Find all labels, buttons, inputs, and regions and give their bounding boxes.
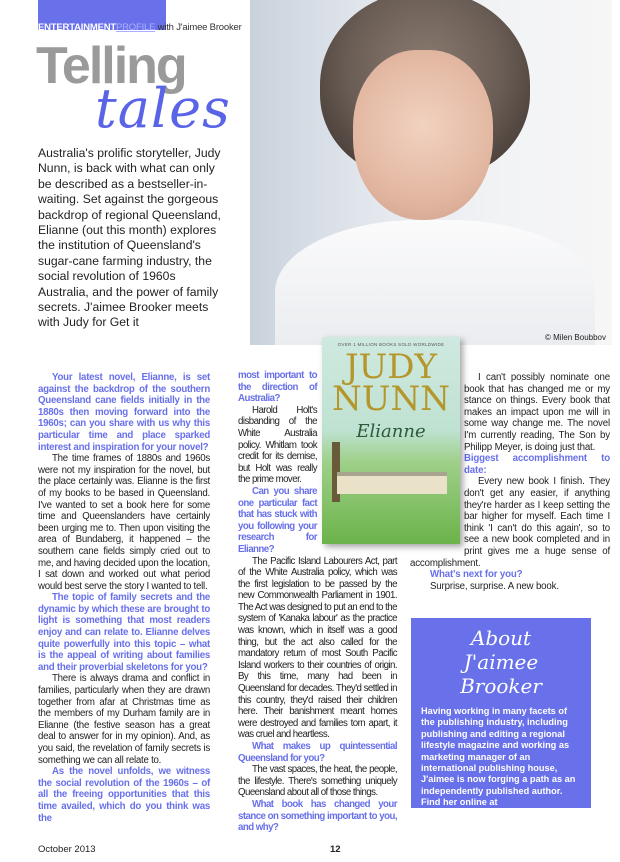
about-heading-line2: J'aimee Brooker [460, 650, 542, 698]
question: As the novel unfolds, we witness the social revolution of the 1960s – of all the freeing opportunities that this time availed, which do you think was the [38, 766, 210, 824]
answer: Harold Holt's disbanding of the White Australia policy. Whitlam took credit for its demise, but Holt was really the prime mover. [238, 404, 317, 486]
question: Can you share one particular fact that has stuck with you following your research for Elianne? [238, 485, 317, 555]
about-body: Having working in many facets of the publishing industry, including publishing and editing a regional lifestyle magazine and working as marketing manager of an international publishing house, J'aimee is now forging a path as an independently published author. Find her online at jaimeebrooker.com.au or on Twitter @jaimee_brooker [421, 706, 576, 831]
subsection-label: PROFILE [115, 22, 156, 33]
about-author-box [411, 618, 591, 831]
answer: The Pacific Island Labourers Act, part of the White Australia policy, which was the first legislation to be passed by the new Commonwealth Parliament in 1901. The Act was designed to put an end to the system of 'Kanaka labour' as the practice was known, which in itself was a good thing, but the act also called for the mandatory return of most South Pacific Island workers to their countries of origin. By this time, many had been in Queensland for decades. They'd settled in this country, they'd raised their children here. Their banishment meant homes were destroyed and families torn apart, it was cruel and heartless. [238, 555, 397, 741]
homestead-illustration [337, 472, 447, 494]
question: Biggest accomplishment to date: [464, 453, 610, 476]
photo-shirt [275, 220, 595, 345]
section-label: ENTERTAINMENT [38, 22, 116, 33]
answer: The vast spaces, the heat, the people, the lifestyle. There's something uniquely Queensland about all of those things. [238, 764, 397, 799]
book-cover-elianne [322, 337, 460, 544]
question: The topic of family secrets and the dynamic by which these are brought to light is something that most readers enjoy and can relate to. Elianne delves quite powerfully into this topic – what is the appeal of writing about families and their proverbial skeletons for you? [38, 592, 210, 673]
question: What's next for you? [430, 569, 523, 581]
photo-face [353, 50, 493, 220]
answer: I can't possibly nominate one book that has changed me or my stance on things. Every book that makes an impact upon me will in some way change me. The novel I'm currently reading, The Son by Philipp Meyer, is doing just that. [464, 372, 610, 453]
book-title: Elianne [356, 421, 426, 442]
question: What makes up quintessential Queensland for you? [238, 741, 397, 764]
headline-telling: Telling [36, 37, 186, 95]
article-column-1 [38, 372, 210, 824]
byline: with J'aimee Brooker [155, 22, 242, 33]
section-kicker [38, 22, 242, 33]
question: most important to the direction of Australia? [238, 370, 317, 405]
intro-standfirst: Australia's prolific storyteller, Judy Nunn, is back with what can only be described as a bestseller-in-waiting. Set against the gorgeous backdrop of regional Queensland, Elianne (out this month) explores the institution of Queensland's sugar-cane farming industry, the social revolution of 1960s Australia, and the power of family secrets. J'aimee Brooker meets with Judy for Get it [38, 146, 221, 330]
answer: Surprise, surprise. A new book. [430, 580, 559, 592]
page-number: 12 [330, 844, 341, 855]
book-author: JUDY NUNN [332, 347, 450, 419]
question: Your latest novel, Elianne, is set against the backdrop of the southern Queensland cane fields initially in the 1880s then moving forward into the 1960s; can you share with us why this particular time and place sparked interest and inspiration for your novel? [38, 372, 210, 453]
book-tagline: OVER 1 MILLION BOOKS SOLD WORLDWIDE [337, 342, 445, 347]
answer: Every new book I finish. They don't get any easier, if anything they're harder as I keep setting the bar higher for myself. Each time I think 'I can't do this again', so to see a new book completed and in print gives me a huge sense of accomplishment. [410, 476, 610, 569]
photo-credit: © Milen Boubbov [544, 333, 606, 342]
headline-tales: tales [95, 77, 231, 140]
author-photo [250, 0, 612, 345]
question: What book has changed your stance on something important to you, and why? [238, 798, 397, 834]
issue-date: October 2013 [38, 844, 96, 855]
answer: There is always drama and conflict in families, particularly when they are drawn together from afar at Christmas time as the members of my Durham family are in Elianne (the festive season has a great deal to answer for in my opinion). And, as you said, the revelation of family secrets is something we can all relate to. [38, 673, 210, 766]
answer: The time frames of 1880s and 1960s were not my inspiration for the novel, but the place certainly was. Elianne is the first of my books to be based in Queensland. I've wanted to set a book here for some time and Queenslanders have certainly been urging me to. Then upon visiting the area of Bundaberg, it happened – the southern cane fields simply cried out to me, and having decided upon the location, I sat down and worked out what period would best serve the story I wanted to tell. [38, 453, 210, 592]
about-heading-line1: About [470, 626, 532, 650]
